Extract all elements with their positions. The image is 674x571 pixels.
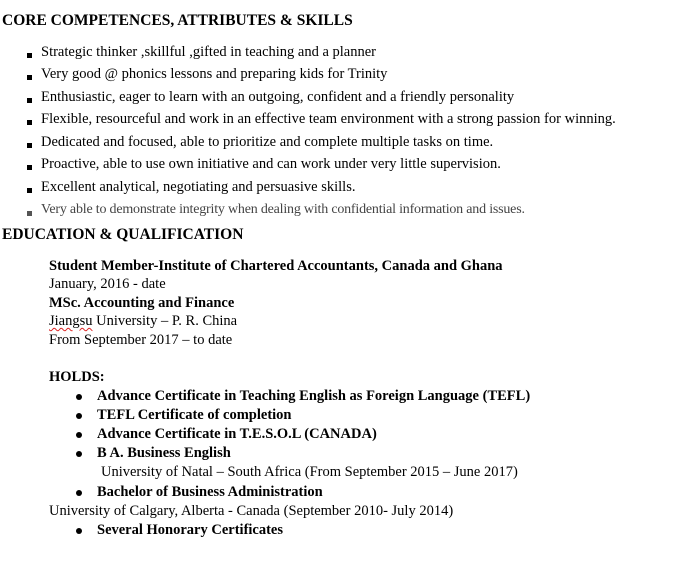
square-bullet-icon — [27, 53, 32, 58]
list-item: Enthusiastic, eager to learn with an outgoing, confident and a friendly personality — [41, 89, 515, 105]
round-bullet-icon — [76, 528, 82, 534]
square-bullet-icon — [27, 75, 32, 80]
education-heading: EDUCATION & QUALIFICATION — [2, 226, 244, 243]
list-item: TEFL Certificate of completion — [97, 407, 292, 423]
list-item: Excellent analytical, negotiating and persuasive skills. — [41, 179, 356, 195]
entry-school-rest: University – P. R. China — [92, 313, 238, 329]
entry-title: Student Member-Institute of Chartered Accountants, Canada and Ghana — [49, 258, 503, 274]
square-bullet-icon — [27, 120, 32, 125]
round-bullet-icon — [76, 413, 82, 419]
list-item: Advance Certificate in T.E.S.O.L (CANADA) — [97, 426, 377, 442]
list-item: Several Honorary Certificates — [97, 522, 284, 538]
spellcheck-word: Jiangsu — [49, 313, 93, 329]
list-item: Very able to demonstrate integrity when dealing with confidential information and issues. — [41, 202, 525, 217]
list-item: Bachelor of Business Administration — [97, 484, 323, 500]
round-bullet-icon — [76, 490, 82, 496]
holds-label: HOLDS: — [49, 369, 105, 385]
square-bullet-icon — [27, 188, 32, 193]
list-item: Advance Certificate in Teaching English as Foreign Language (TEFL) — [97, 388, 531, 404]
square-bullet-icon — [27, 211, 32, 216]
list-item-detail: University of Natal – South Africa (From September 2015 – June 2017) — [101, 464, 518, 480]
list-item-detail: University of Calgary, Alberta - Canada (September 2010- July 2014) — [49, 503, 454, 519]
square-bullet-icon — [27, 143, 32, 148]
list-item: Strategic thinker ,skillful ,gifted in teaching and a planner — [41, 44, 377, 60]
round-bullet-icon — [76, 432, 82, 438]
round-bullet-icon — [76, 451, 82, 457]
entry-date: January, 2016 - date — [49, 276, 166, 292]
list-item: B A. Business English — [97, 445, 231, 461]
entry-title: MSc. Accounting and Finance — [49, 295, 235, 311]
round-bullet-icon — [76, 394, 82, 400]
entry-date: From September 2017 – to date — [49, 332, 233, 348]
square-bullet-icon — [27, 165, 32, 170]
list-item: Very good @ phonics lessons and preparing kids for Trinity — [41, 66, 388, 82]
square-bullet-icon — [27, 98, 32, 103]
list-item: Proactive, able to use own initiative and can work under very little supervision. — [41, 156, 501, 172]
entry-school — [49, 313, 237, 330]
list-item: Dedicated and focused, able to prioritize and complete multiple tasks on time. — [41, 134, 494, 150]
list-item: Flexible, resourceful and work in an effective team environment with a strong passion for winning. — [41, 111, 616, 127]
core-competences-heading: CORE COMPETENCES, ATTRIBUTES & SKILLS — [2, 12, 353, 29]
